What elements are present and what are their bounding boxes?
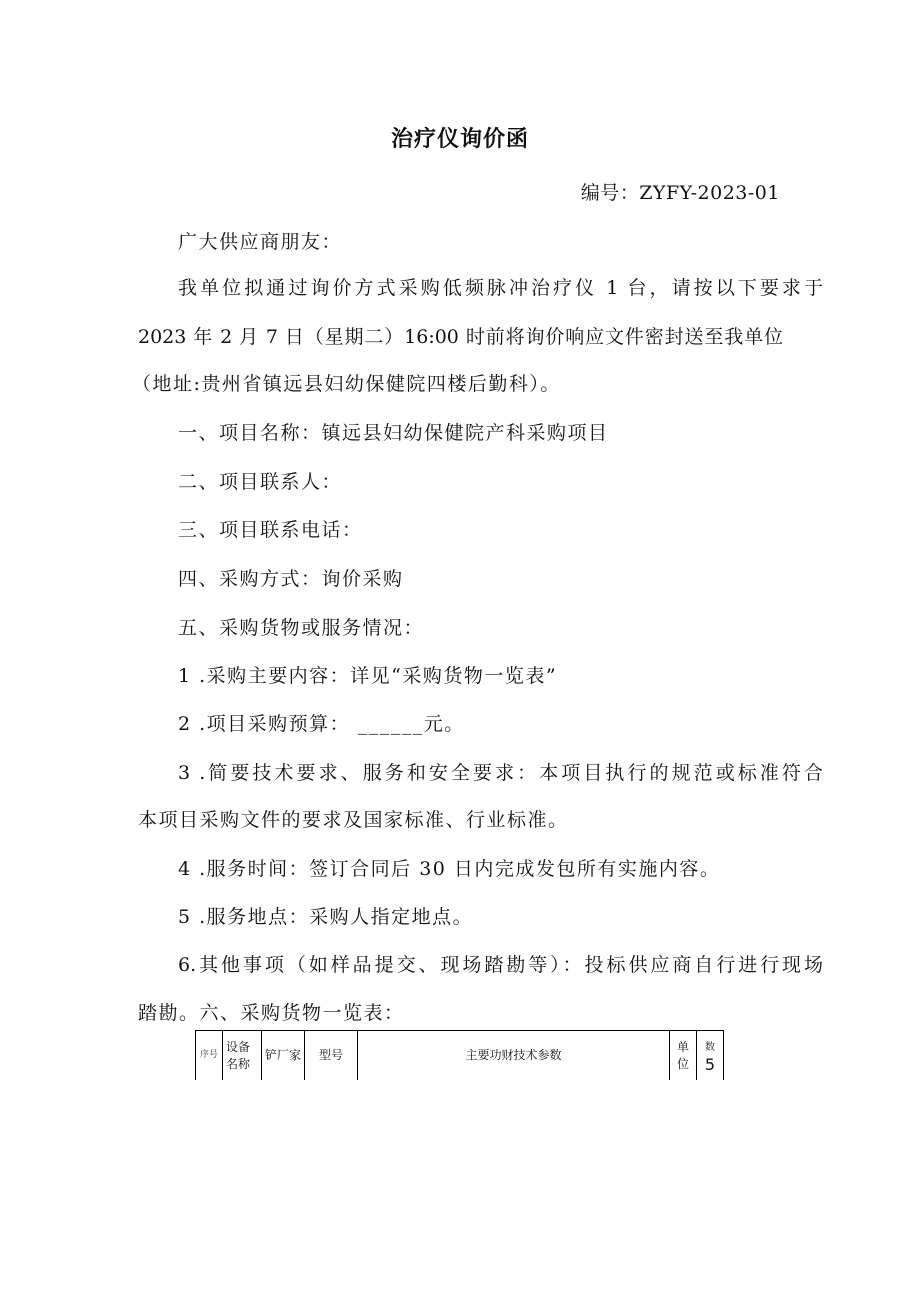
header-quantity bbox=[697, 1031, 724, 1081]
sub-item-other-line-1: 6.其他事项（如样品提交、现场踏勘等）：投标供应商自行进行现场 bbox=[178, 954, 823, 976]
sub-item-main-content: 1 .采购主要内容：详见“采购货物一览表” bbox=[178, 665, 558, 687]
header-quantity-value: 5 bbox=[704, 1054, 716, 1074]
table-header-row bbox=[196, 1031, 724, 1081]
sub-item-other-line-2: 踏勘。六、采购货物一览表： bbox=[138, 1002, 405, 1024]
header-model: 型号 bbox=[305, 1031, 358, 1081]
item-contact-phone: 三、项目联系电话： bbox=[178, 519, 363, 541]
sub-item-service-location: 5 .服务地点：采购人指定地点。 bbox=[178, 906, 474, 928]
document-title: 治疗仪询价函 bbox=[390, 127, 529, 152]
greeting: 广大供应商朋友： bbox=[178, 231, 343, 253]
sub-item-budget: 2 .项目采购预算： ______元。 bbox=[178, 713, 465, 735]
header-unit: 单位 bbox=[670, 1031, 697, 1081]
header-main-parameters: 主要功财技术参数 bbox=[358, 1031, 670, 1081]
header-manufacturer: 铲厂家 bbox=[262, 1031, 305, 1081]
sub-item-service-time: 4 .服务时间：签订合同后 30 日内完成发包所有实施内容。 bbox=[178, 858, 721, 880]
intro-line-3: （地址:贵州省镇远县妇幼保健院四楼后勤科）。 bbox=[132, 373, 561, 395]
sub-item-tech-req-line-2: 本项目采购文件的要求及国家标准、行业标准。 bbox=[138, 809, 569, 831]
item-procurement-method: 四、采购方式：询价采购 bbox=[178, 568, 404, 590]
intro-line-1: 我单位拟通过询价方式采购低频脉冲治疗仪 1 台，请按以下要求于 bbox=[178, 277, 823, 299]
item-project-name: 一、项目名称：镇远县妇幼保健院产科采购项目 bbox=[178, 422, 609, 444]
item-goods-services: 五、采购货物或服务情况： bbox=[178, 617, 425, 639]
header-device-name: 设备名称 bbox=[223, 1031, 262, 1081]
goods-table bbox=[195, 1030, 724, 1080]
intro-line-2: 2023 年 2 月 7 日（星期二）16:00 时前将询价响应文件密封送至我单位 bbox=[138, 326, 783, 348]
header-index: 序号 bbox=[196, 1031, 223, 1081]
sub-item-tech-req-line-1: 3 .简要技术要求、服务和安全要求：本项目执行的规范或标准符合 bbox=[178, 762, 823, 784]
header-quantity-label: 数 bbox=[705, 1041, 715, 1053]
document-number: 编号：ZYFY-2023-01 bbox=[580, 182, 780, 204]
item-contact-person: 二、项目联系人： bbox=[178, 471, 343, 493]
